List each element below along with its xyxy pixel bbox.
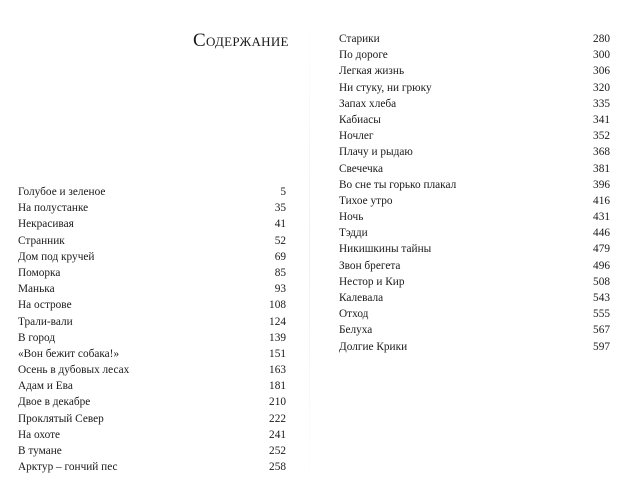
toc-entry-title: Осень в дубовых лесах [18, 364, 130, 377]
toc-entry-page: 396 [593, 178, 610, 191]
toc-entry-page: 508 [593, 275, 610, 288]
toc-entry-page: 368 [593, 146, 610, 159]
toc-entry-title: Тихое утро [339, 194, 393, 207]
toc-entry [339, 193, 610, 209]
toc-entry [18, 200, 286, 216]
toc-list-right [339, 31, 610, 355]
toc-entry-title: Калевала [339, 292, 384, 304]
toc-entry [18, 411, 286, 427]
toc-entry [339, 31, 610, 47]
toc-entry-page: 381 [593, 162, 610, 175]
toc-entry-title: Ни стуку, ни грюку [339, 81, 432, 94]
toc-entry [18, 378, 286, 394]
toc-entry [339, 258, 610, 274]
toc-entry [18, 216, 286, 232]
toc-entry-page: 555 [593, 308, 610, 321]
toc-entry [339, 209, 610, 225]
toc-entry [339, 112, 610, 128]
toc-entry-page: 352 [593, 130, 610, 143]
toc-entry-title: Старики [339, 33, 380, 45]
toc-entry-title: В город [18, 331, 56, 344]
toc-entry-page: 124 [269, 315, 286, 328]
toc-entry-page: 300 [593, 49, 610, 62]
toc-entry [339, 322, 610, 338]
toc-entry-title: Ночь [339, 211, 364, 224]
toc-entry-page: 567 [593, 324, 610, 337]
page-title: Содержание [193, 30, 289, 51]
toc-entry [18, 314, 286, 330]
toc-entry-page: 210 [269, 396, 286, 409]
toc-entry-title: По дороге [339, 49, 388, 62]
toc-entry-title: Звон брегета [339, 259, 401, 272]
toc-entry-page: 241 [269, 428, 286, 441]
toc-entry-title: Поморка [18, 266, 61, 279]
toc-entry-title: Дом под кручей [18, 250, 95, 263]
toc-list-left [18, 184, 286, 475]
toc-entry-title: Никишкины тайны [339, 243, 432, 256]
toc-entry [18, 427, 286, 443]
toc-entry-title: Странник [18, 234, 65, 247]
right-page [310, 0, 621, 500]
toc-entry-page: 93 [274, 283, 286, 296]
toc-entry [18, 297, 286, 313]
toc-entry-page: 335 [593, 97, 610, 110]
toc-entry-page: 85 [274, 266, 286, 279]
toc-entry-title: «Вон бежит собака!» [18, 347, 120, 360]
toc-entry [18, 233, 286, 249]
toc-entry-page: 496 [593, 259, 610, 272]
toc-entry-title: В тумане [18, 445, 62, 457]
toc-entry-page: 69 [274, 250, 286, 263]
toc-entry-page: 5 [280, 186, 286, 198]
toc-entry-title: На острове [18, 299, 72, 312]
toc-entry [18, 281, 286, 297]
toc-entry [18, 362, 286, 378]
toc-entry-page: 280 [593, 33, 610, 45]
toc-entry [18, 459, 286, 475]
toc-entry-page: 416 [593, 194, 610, 207]
toc-entry [339, 128, 610, 144]
toc-entry-title: На охоте [18, 428, 61, 441]
toc-entry-page: 479 [593, 243, 610, 256]
toc-entry-title: Голубое и зеленое [18, 186, 106, 198]
toc-entry-page: 252 [269, 445, 286, 457]
toc-entry-page: 341 [593, 113, 610, 126]
toc-entry-title: Двое в декабре [18, 396, 91, 409]
toc-entry-title: Тэдди [339, 227, 368, 240]
left-page [0, 0, 310, 500]
toc-entry-title: Некрасивая [18, 218, 74, 231]
toc-entry [18, 443, 286, 459]
toc-entry-title: Арктур – гончий пес [18, 461, 118, 474]
toc-entry [339, 290, 610, 306]
toc-entry-title: Свечечка [339, 162, 383, 175]
toc-entry-page: 446 [593, 227, 610, 240]
toc-entry-title: Запах хлеба [339, 97, 397, 110]
toc-entry-page: 52 [274, 234, 286, 247]
toc-entry-page: 151 [269, 347, 286, 360]
toc-entry-title: Долгие Крики [339, 340, 408, 353]
toc-entry-title: Плачу и рыдаю [339, 146, 413, 159]
toc-entry [18, 265, 286, 281]
toc-entry-title: Во сне ты горько плакал [339, 178, 457, 191]
toc-entry-page: 431 [593, 211, 610, 224]
toc-entry-title: Отход [339, 308, 369, 321]
toc-entry [339, 274, 610, 290]
toc-entry [339, 80, 610, 96]
toc-entry-page: 139 [269, 331, 286, 344]
toc-entry [18, 249, 286, 265]
toc-entry-title: Манька [18, 283, 55, 296]
toc-entry [18, 330, 286, 346]
toc-entry-title: Проклятый Север [18, 412, 104, 425]
toc-entry-title: На полустанке [18, 202, 89, 215]
toc-entry [339, 47, 610, 63]
toc-entry [339, 161, 610, 177]
toc-entry-title: Нестор и Кир [339, 275, 405, 288]
toc-entry-page: 306 [593, 65, 610, 78]
toc-entry-page: 108 [269, 299, 286, 312]
toc-entry [339, 63, 610, 79]
toc-entry [18, 346, 286, 362]
toc-entry-title: Кабиасы [339, 113, 381, 126]
toc-entry-page: 543 [593, 292, 610, 304]
toc-entry [339, 96, 610, 112]
toc-entry-title: Адам и Ева [18, 380, 73, 393]
toc-entry-page: 597 [593, 340, 610, 353]
toc-entry-page: 320 [593, 81, 610, 94]
toc-entry [339, 225, 610, 241]
toc-entry [339, 177, 610, 193]
toc-entry [339, 241, 610, 257]
toc-entry-page: 41 [274, 218, 286, 231]
toc-entry-title: Легкая жизнь [339, 65, 405, 78]
toc-entry-page: 258 [269, 461, 286, 474]
toc-entry [339, 144, 610, 160]
toc-entry-page: 181 [269, 380, 286, 393]
toc-entry-title: Трали-вали [18, 315, 73, 328]
toc-entry-page: 163 [269, 364, 286, 377]
toc-entry-page: 35 [274, 202, 286, 215]
toc-entry [339, 339, 610, 355]
toc-entry [18, 184, 286, 200]
toc-entry [339, 306, 610, 322]
toc-entry [18, 394, 286, 410]
toc-entry-title: Белуха [339, 324, 373, 337]
toc-entry-page: 222 [269, 412, 286, 425]
toc-entry-title: Ночлег [339, 130, 374, 143]
